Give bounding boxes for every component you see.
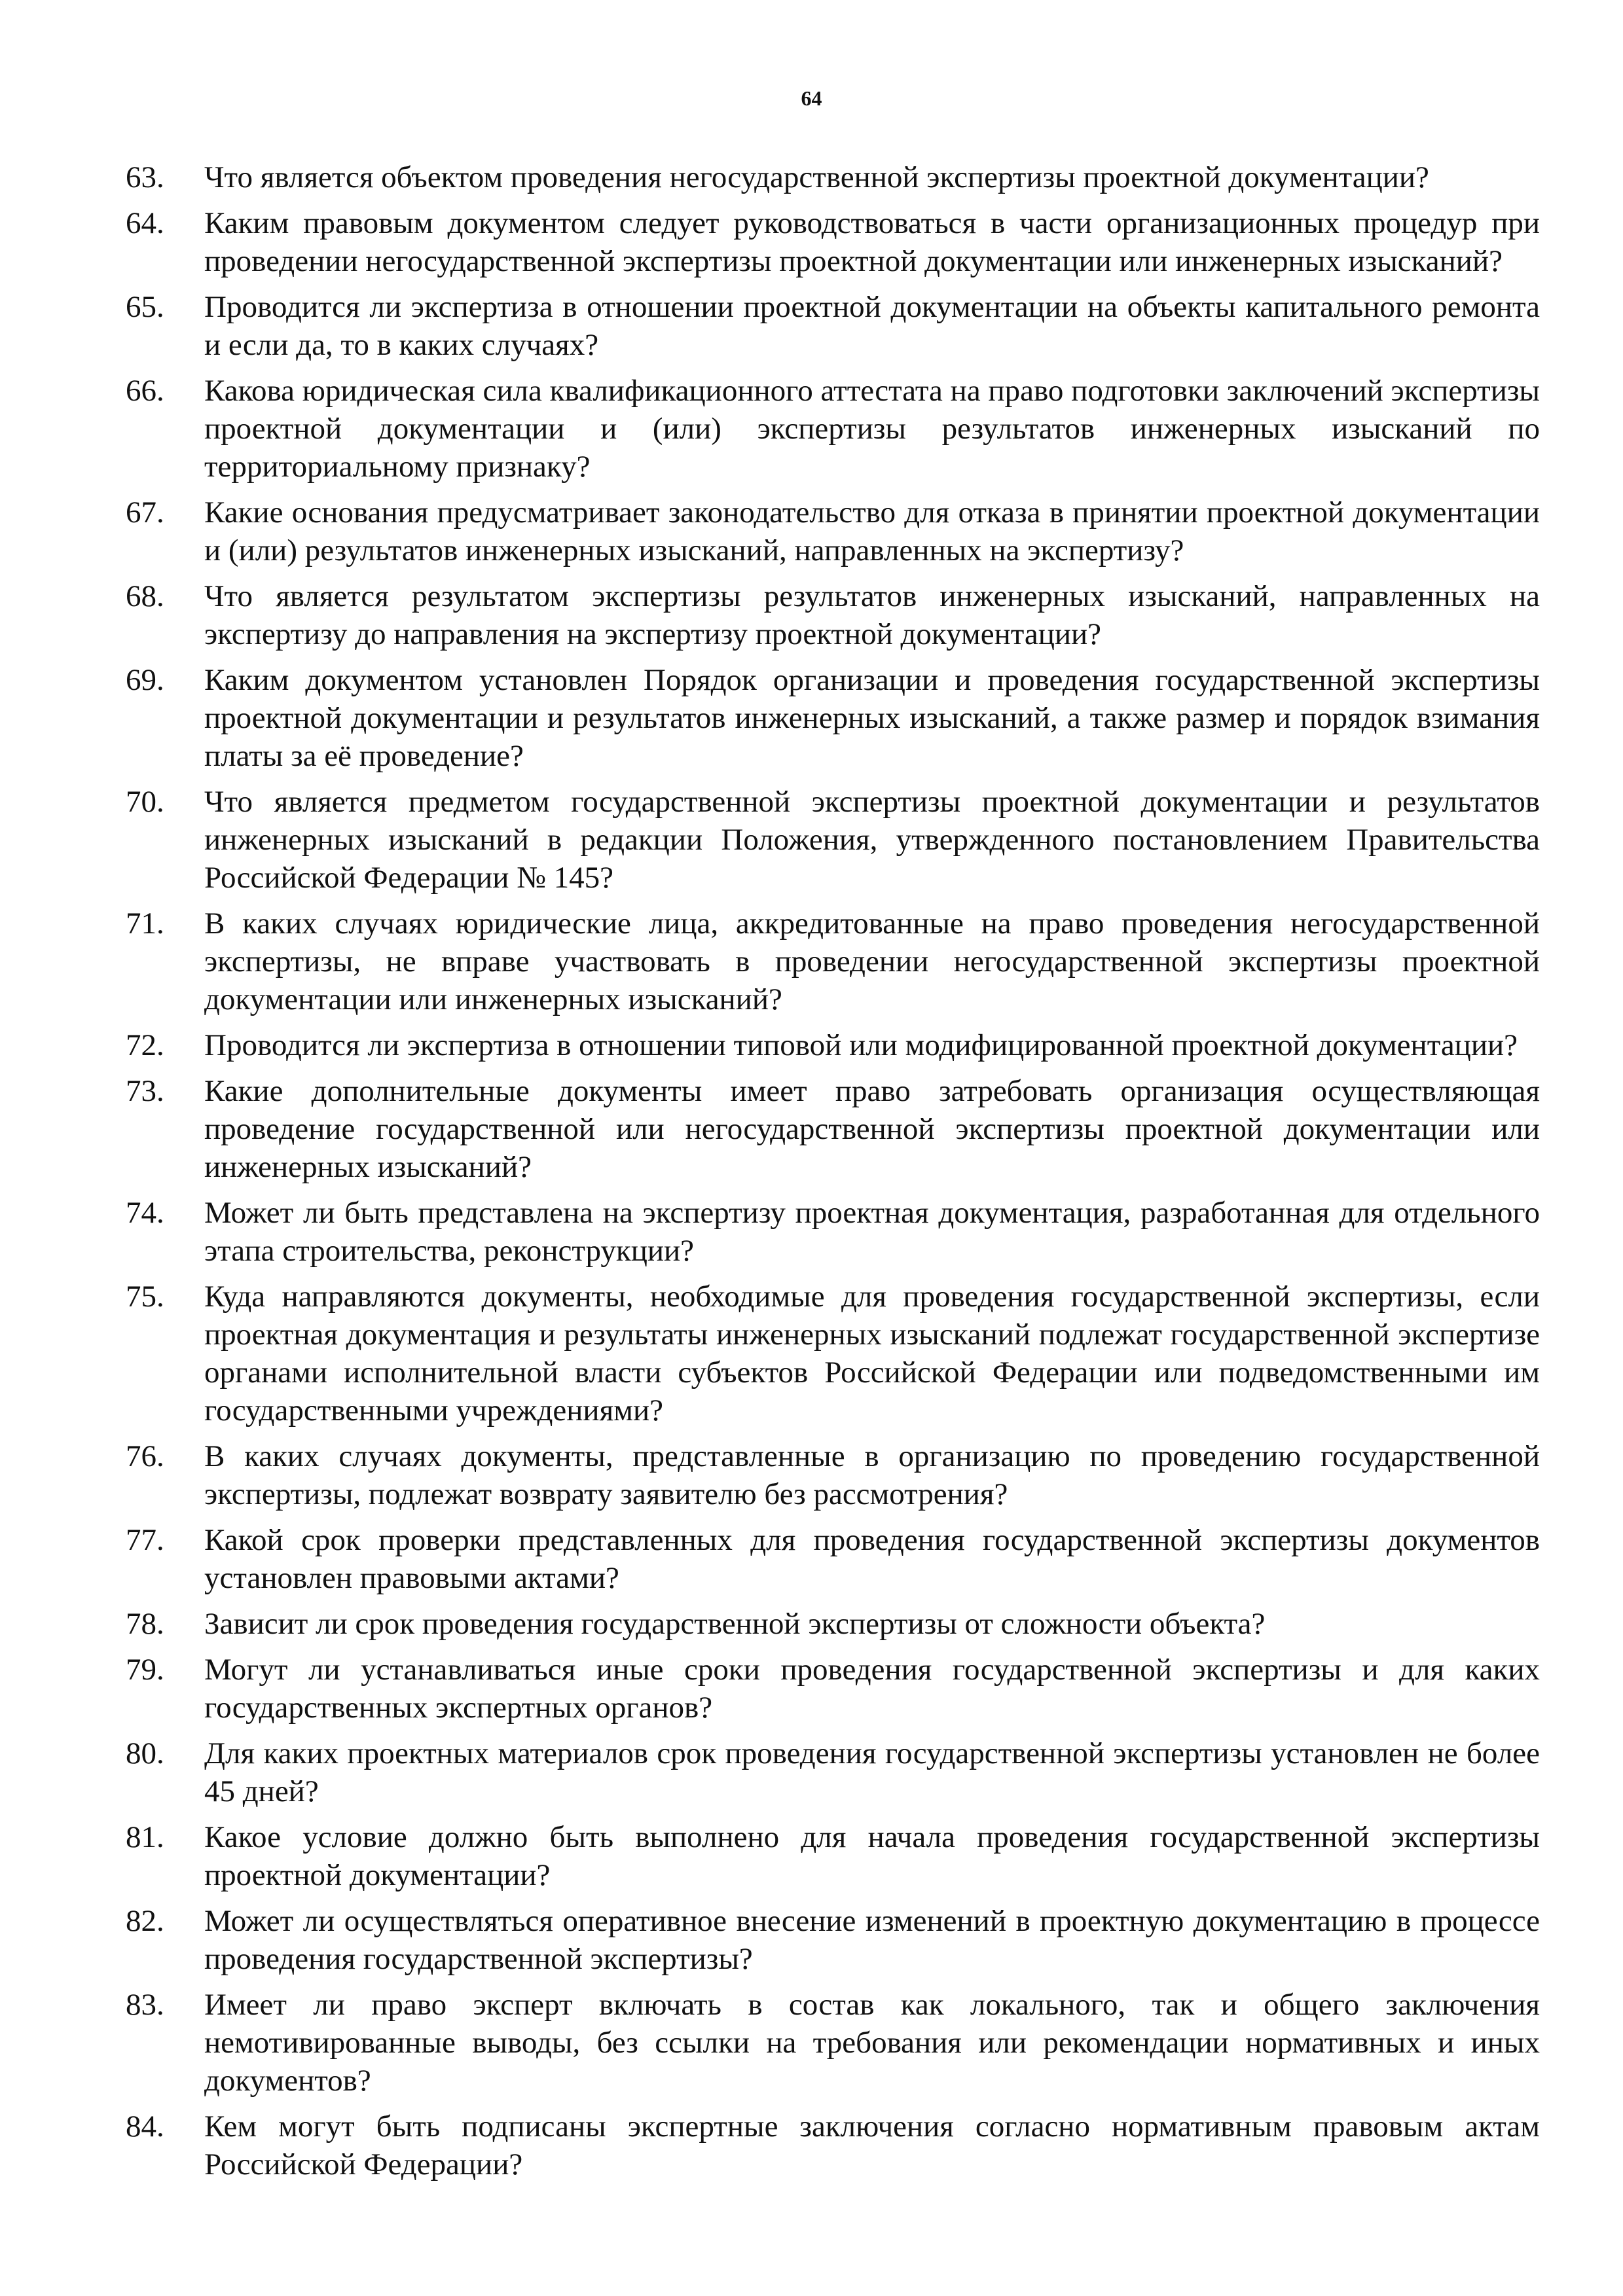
question-item xyxy=(126,1986,1540,2100)
question-number: 83. xyxy=(126,1988,164,2022)
question-text: Могут ли устанавливаться иные сроки проведения государственной экспертизы и для каких государственных экспертных органов? xyxy=(204,1653,1540,1725)
question-text: Может ли быть представлена на экспертизу проектная документация, разработанная для отдельного этапа строительства, реконструкции? xyxy=(204,1196,1540,1268)
question-number: 63. xyxy=(126,160,164,194)
question-item xyxy=(126,1734,1540,1810)
question-item xyxy=(126,1437,1540,1513)
question-number: 66. xyxy=(126,374,164,408)
question-text: В каких случаях юридические лица, аккредитованные на право проведения негосударственной экспертизы, не вправе участвовать в проведении негосударственной экспертизы проектной документации или инженерных изысканий? xyxy=(204,906,1540,1016)
question-text: Проводится ли экспертиза в отношении типовой или модифицированной проектной документации? xyxy=(204,1028,1518,1062)
question-number: 82. xyxy=(126,1904,164,1938)
question-text: Какие основания предусматривает законодательство для отказа в принятии проектной документации и (или) результатов инженерных изысканий, направленных на экспертизу? xyxy=(204,495,1540,567)
question-item xyxy=(126,158,1540,196)
question-number: 75. xyxy=(126,1280,164,1314)
question-number: 81. xyxy=(126,1820,164,1854)
question-number: 78. xyxy=(126,1607,164,1641)
question-number: 84. xyxy=(126,2109,164,2144)
question-text: Какова юридическая сила квалификационного аттестата на право подготовки заключений экспертизы проектной документации и (или) экспертизы результатов инженерных изысканий по территориальному признаку? xyxy=(204,374,1540,484)
question-text: Какие дополнительные документы имеет право затребовать организация осуществляющая проведение государственной или негосударственной экспертизы проектной документации или инженерных изысканий? xyxy=(204,1074,1540,1184)
question-number: 73. xyxy=(126,1074,164,1108)
question-item xyxy=(126,2108,1540,2183)
question-number: 67. xyxy=(126,495,164,529)
question-text: Проводится ли экспертиза в отношении проектной документации на объекты капитального ремонта и если да, то в каких случаях? xyxy=(204,290,1540,362)
question-number: 70. xyxy=(126,785,164,819)
question-text: Кем могут быть подписаны экспертные заключения согласно нормативным правовым актам Российской Федерации? xyxy=(204,2109,1540,2181)
question-item xyxy=(126,1902,1540,1978)
question-text: Для каких проектных материалов срок проведения государственной экспертизы установлен не более 45 дней? xyxy=(204,1736,1540,1808)
question-text: В каких случаях документы, представленные в организацию по проведению государственной экспертизы, подлежат возврату заявителю без рассмотрения? xyxy=(204,1439,1540,1511)
question-number: 64. xyxy=(126,206,164,240)
question-item xyxy=(126,577,1540,653)
question-text: Что является результатом экспертизы результатов инженерных изысканий, направленных на экспертизу до направления на экспертизу проектной документации? xyxy=(204,579,1540,651)
question-item xyxy=(126,1072,1540,1186)
question-item xyxy=(126,493,1540,569)
question-item xyxy=(126,1026,1540,1064)
question-item xyxy=(126,661,1540,775)
question-text: Имеет ли право эксперт включать в состав как локального, так и общего заключения немотивированные выводы, без ссылки на требования или рекомендации нормативных и иных документов? xyxy=(204,1988,1540,2098)
question-text: Каким документом установлен Порядок организации и проведения государственной экспертизы проектной документации и результатов инженерных изысканий, а также размер и порядок взимания платы за её проведение? xyxy=(204,663,1540,773)
question-item xyxy=(126,905,1540,1018)
question-item xyxy=(126,1521,1540,1597)
question-item xyxy=(126,1194,1540,1270)
question-number: 72. xyxy=(126,1028,164,1062)
question-item xyxy=(126,1605,1540,1643)
question-text: Куда направляются документы, необходимые для проведения государственной экспертизы, если проектная документация и результаты инженерных изысканий подлежат государственной экспертизе органами исполнительной власти субъектов Российской Федерации или подведомственными им государственными учреждениями? xyxy=(204,1280,1540,1427)
question-number: 74. xyxy=(126,1196,164,1230)
question-number: 80. xyxy=(126,1736,164,1770)
question-number: 68. xyxy=(126,579,164,613)
question-number: 71. xyxy=(126,906,164,941)
question-number: 77. xyxy=(126,1523,164,1557)
question-item xyxy=(126,288,1540,364)
question-item xyxy=(126,204,1540,280)
question-text: Что является предметом государственной экспертизы проектной документации и результатов инженерных изысканий в редакции Положения, утвержденного постановлением Правительства Российской Федерации № 145? xyxy=(204,785,1540,895)
question-text: Может ли осуществляться оперативное внесение изменений в проектную документацию в процессе проведения государственной экспертизы? xyxy=(204,1904,1540,1976)
question-number: 79. xyxy=(126,1653,164,1687)
page-number: 64 xyxy=(801,86,822,110)
question-item xyxy=(126,1818,1540,1894)
question-text: Какое условие должно быть выполнено для начала проведения государственной экспертизы проектной документации? xyxy=(204,1820,1540,1892)
question-number: 65. xyxy=(126,290,164,324)
question-item xyxy=(126,783,1540,897)
question-item xyxy=(126,1278,1540,1429)
question-number: 76. xyxy=(126,1439,164,1473)
question-text: Каким правовым документом следует руководствоваться в части организационных процедур при проведении негосударственной экспертизы проектной документации или инженерных изысканий? xyxy=(204,206,1540,278)
question-item xyxy=(126,1651,1540,1727)
question-item xyxy=(126,372,1540,486)
question-list xyxy=(126,158,1540,2191)
question-text: Зависит ли срок проведения государственной экспертизы от сложности объекта? xyxy=(204,1607,1266,1641)
question-text: Что является объектом проведения негосударственной экспертизы проектной документации? xyxy=(204,160,1429,194)
question-text: Какой срок проверки представленных для проведения государственной экспертизы документов установлен правовыми актами? xyxy=(204,1523,1540,1595)
question-number: 69. xyxy=(126,663,164,697)
